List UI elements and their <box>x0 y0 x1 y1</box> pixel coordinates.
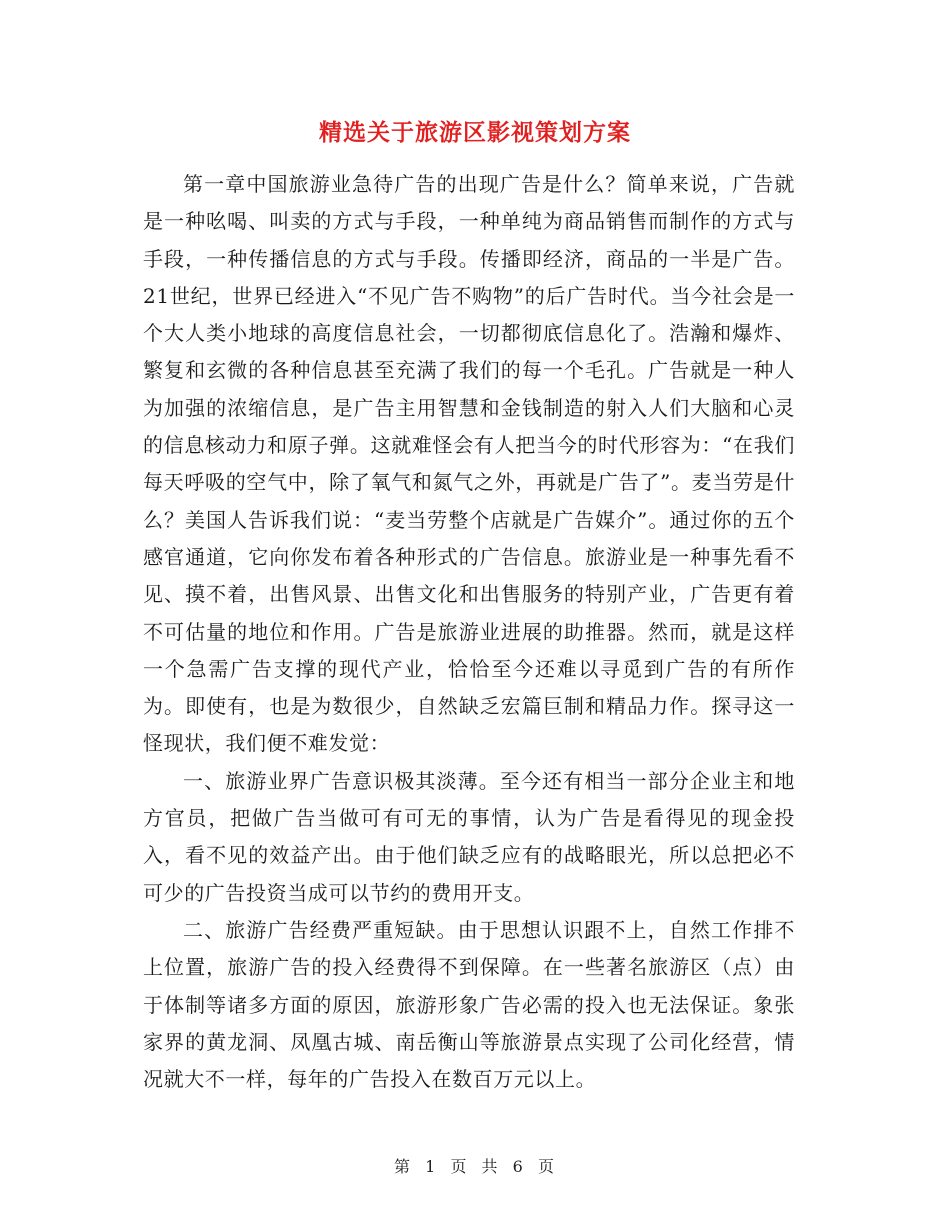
paragraph-intro: 第一章中国旅游业急待广告的出现广告是什么？简单来说，广告就是一种吆喝、叫卖的方式与手段，一种单纯为商品销售而制作的方式与手段，一种传播信息的方式与手段。传播即经济，商品的一半是广告。21世纪，世界已经进入“不见广告不购物”的后广告时代。当今社会是一个大人类小地球的高度信息社会，一切都彻底信息化了。浩瀚和爆炸、繁复和玄微的各种信息甚至充满了我们的每一个毛孔。广告就是一种人为加强的浓缩信息，是广告主用智慧和金钱制造的射入人们大脑和心灵的信息核动力和原子弹。这就难怪会有人把当今的时代形容为：“在我们每天呼吸的空气中，除了氧气和氮气之外，再就是广告了”。麦当劳是什么？美国人告诉我们说：“麦当劳整个店就是广告媒介”。通过你的五个感官通道，它向你发布着各种形式的广告信息。旅游业是一种事先看不见、摸不着，出售风景、出售文化和出售服务的特别产业，广告更有着不可估量的地位和作用。广告是旅游业进展的助推器。然而，就是这样一个急需广告支撑的现代产业，恰恰至今还难以寻觅到广告的有所作为。即使有，也是为数很少，自然缺乏宏篇巨制和精品力作。探寻这一怪现状，我们便不难发觉： <box>143 172 795 756</box>
footer-page-word: 页 <box>450 1157 469 1176</box>
footer-suffix: 页 <box>537 1157 556 1176</box>
paragraph-point-one: 一、旅游业界广告意识极其淡薄。至今还有相当一部分企业主和地方官员，把做广告当做可有可无的事情，认为广告是看得见的现金投入，看不见的效益产出。由于他们缺乏应有的战略眼光，所以总把必不可少的广告投资当成可以节约的费用开支。 <box>143 768 795 905</box>
footer-total-pages: 6 <box>512 1157 525 1176</box>
document-title: 精选关于旅游区影视策划方案 <box>319 119 631 146</box>
paragraph-point-two: 二、旅游广告经费严重短缺。由于思想认识跟不上，自然工作排不上位置，旅游广告的投入经费得不到保障。在一些著名旅游区（点）由于体制等诸多方面的原因，旅游形象广告必需的投入也无法保证。象张家界的黄龙洞、凤凰古城、南岳衡山等旅游景点实现了公司化经营，情况就大不一样，每年的广告投入在数百万元以上。 <box>143 917 795 1092</box>
page-footer <box>0 1154 950 1177</box>
footer-total-prefix: 共 <box>481 1157 500 1176</box>
footer-prefix: 第 <box>394 1157 413 1176</box>
document-body <box>143 166 795 1098</box>
footer-current-page: 1 <box>425 1157 438 1176</box>
